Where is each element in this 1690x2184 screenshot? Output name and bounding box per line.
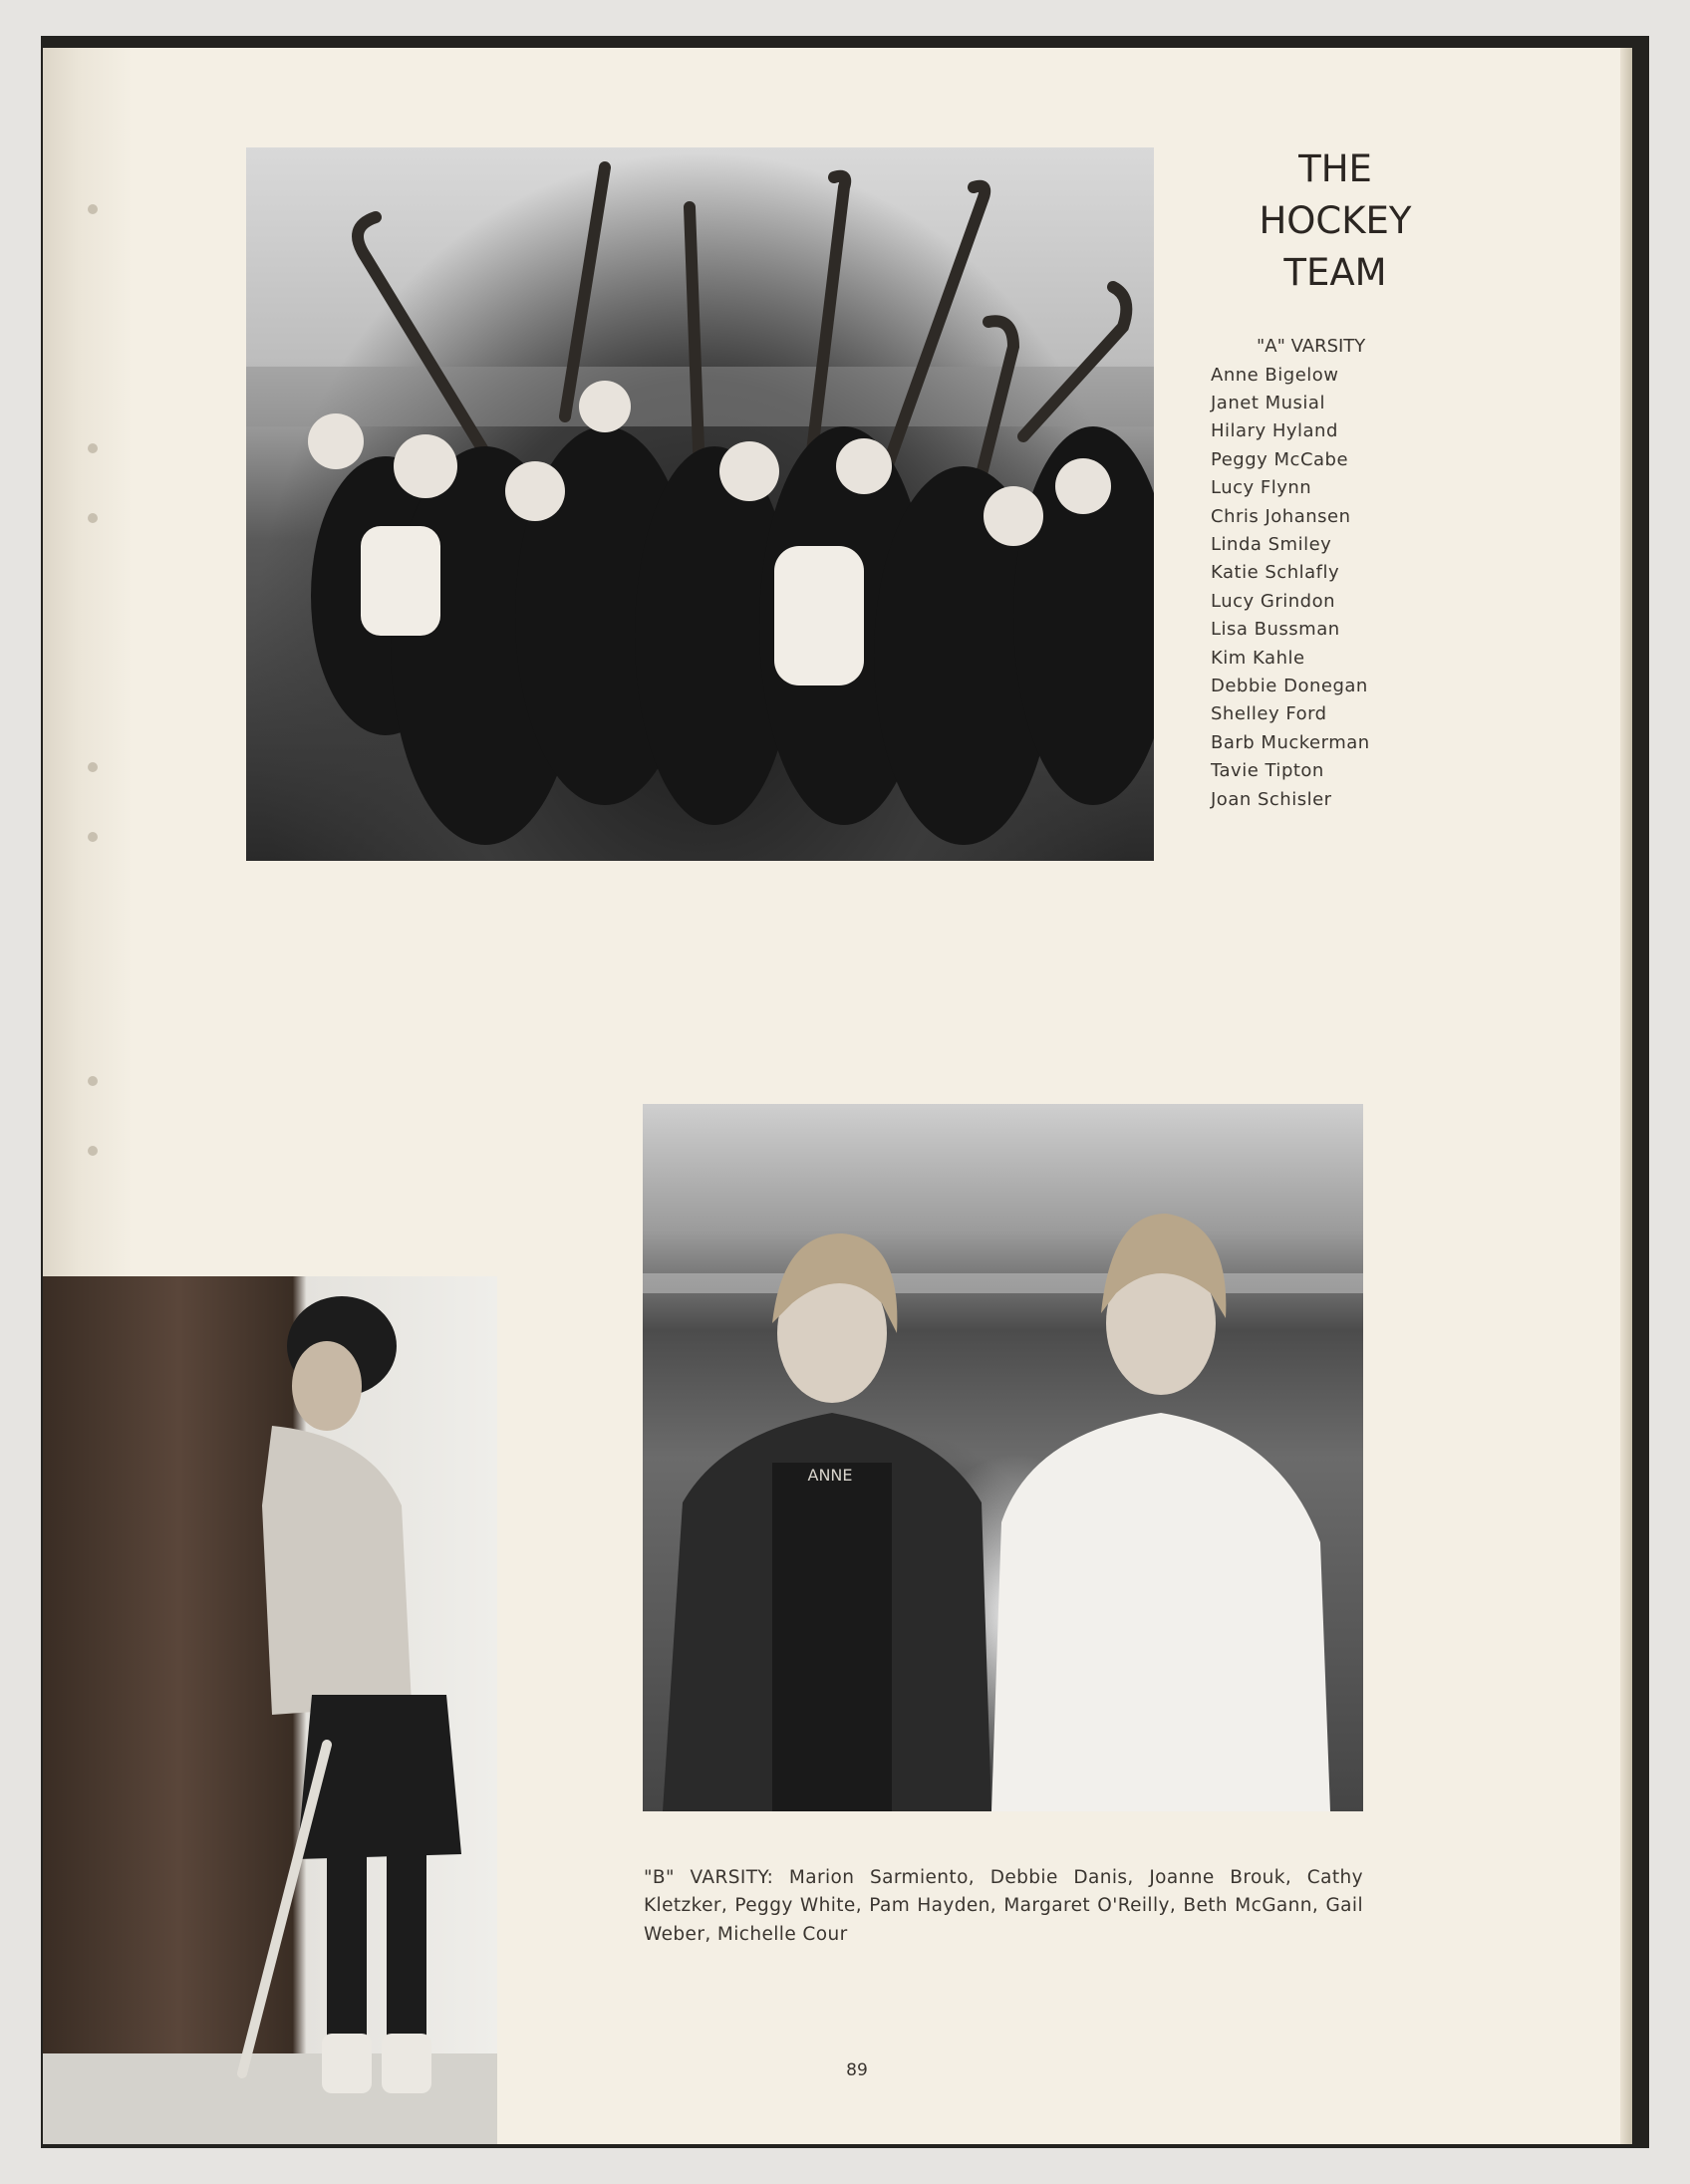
page-number: 89 <box>846 2060 868 2080</box>
binding-stitch <box>88 832 98 842</box>
jumper-lettering: ANNE <box>807 1466 853 1485</box>
a-varsity-heading: "A" VARSITY <box>1257 336 1366 357</box>
player-name: Anne Bigelow <box>1211 364 1339 386</box>
title-line: THE <box>1298 147 1372 190</box>
b-varsity-caption: "B" VARSITY: Marion Sarmiento, Debbie Danis, Joanne Brouk, Cathy Kletzker, Peggy White, Pam Hayden, Margaret O'Reilly, Beth McGann, Gail Weber, Michelle Cour <box>644 1866 1363 1945</box>
player-name: Peggy McCabe <box>1211 448 1349 470</box>
player-name: Chris Johansen <box>1211 505 1351 527</box>
player-name: Kim Kahle <box>1211 647 1305 669</box>
player-name: Shelley Ford <box>1211 703 1327 725</box>
hockey-team-photo <box>246 147 1154 861</box>
two-players-photo <box>643 1104 1363 1811</box>
player-name: Debbie Donegan <box>1211 675 1368 696</box>
coach-photo <box>43 1276 497 2144</box>
title-line: HOCKEY <box>1259 199 1412 242</box>
page-title <box>1206 143 1465 299</box>
binding-stitch <box>88 204 98 214</box>
title-line: TEAM <box>1283 251 1387 294</box>
a-varsity-roster <box>1211 333 1450 814</box>
player-name: Hilary Hyland <box>1211 420 1338 442</box>
binding-stitch <box>88 762 98 772</box>
binding-stitch <box>88 513 98 523</box>
page-edge <box>1620 48 1632 2144</box>
player-name: Janet Musial <box>1211 392 1325 413</box>
player-name: Tavie Tipton <box>1211 760 1324 782</box>
team-photo-illustration <box>246 147 1154 861</box>
a-varsity-player-list <box>1211 362 1450 815</box>
binding-stitch <box>88 1076 98 1086</box>
player-name: Katie Schlafly <box>1211 562 1340 584</box>
two-players-illustration <box>643 1104 1363 1811</box>
player-name: Lucy Grindon <box>1211 590 1335 612</box>
player-name: Joan Schisler <box>1211 788 1332 810</box>
player-name: Lucy Flynn <box>1211 477 1312 499</box>
player-name: Lisa Bussman <box>1211 619 1340 641</box>
coach-illustration <box>43 1276 497 2144</box>
player-name: Linda Smiley <box>1211 533 1332 555</box>
binding-stitch <box>88 1146 98 1156</box>
binding-stitch <box>88 443 98 453</box>
player-name: Barb Muckerman <box>1211 731 1370 753</box>
